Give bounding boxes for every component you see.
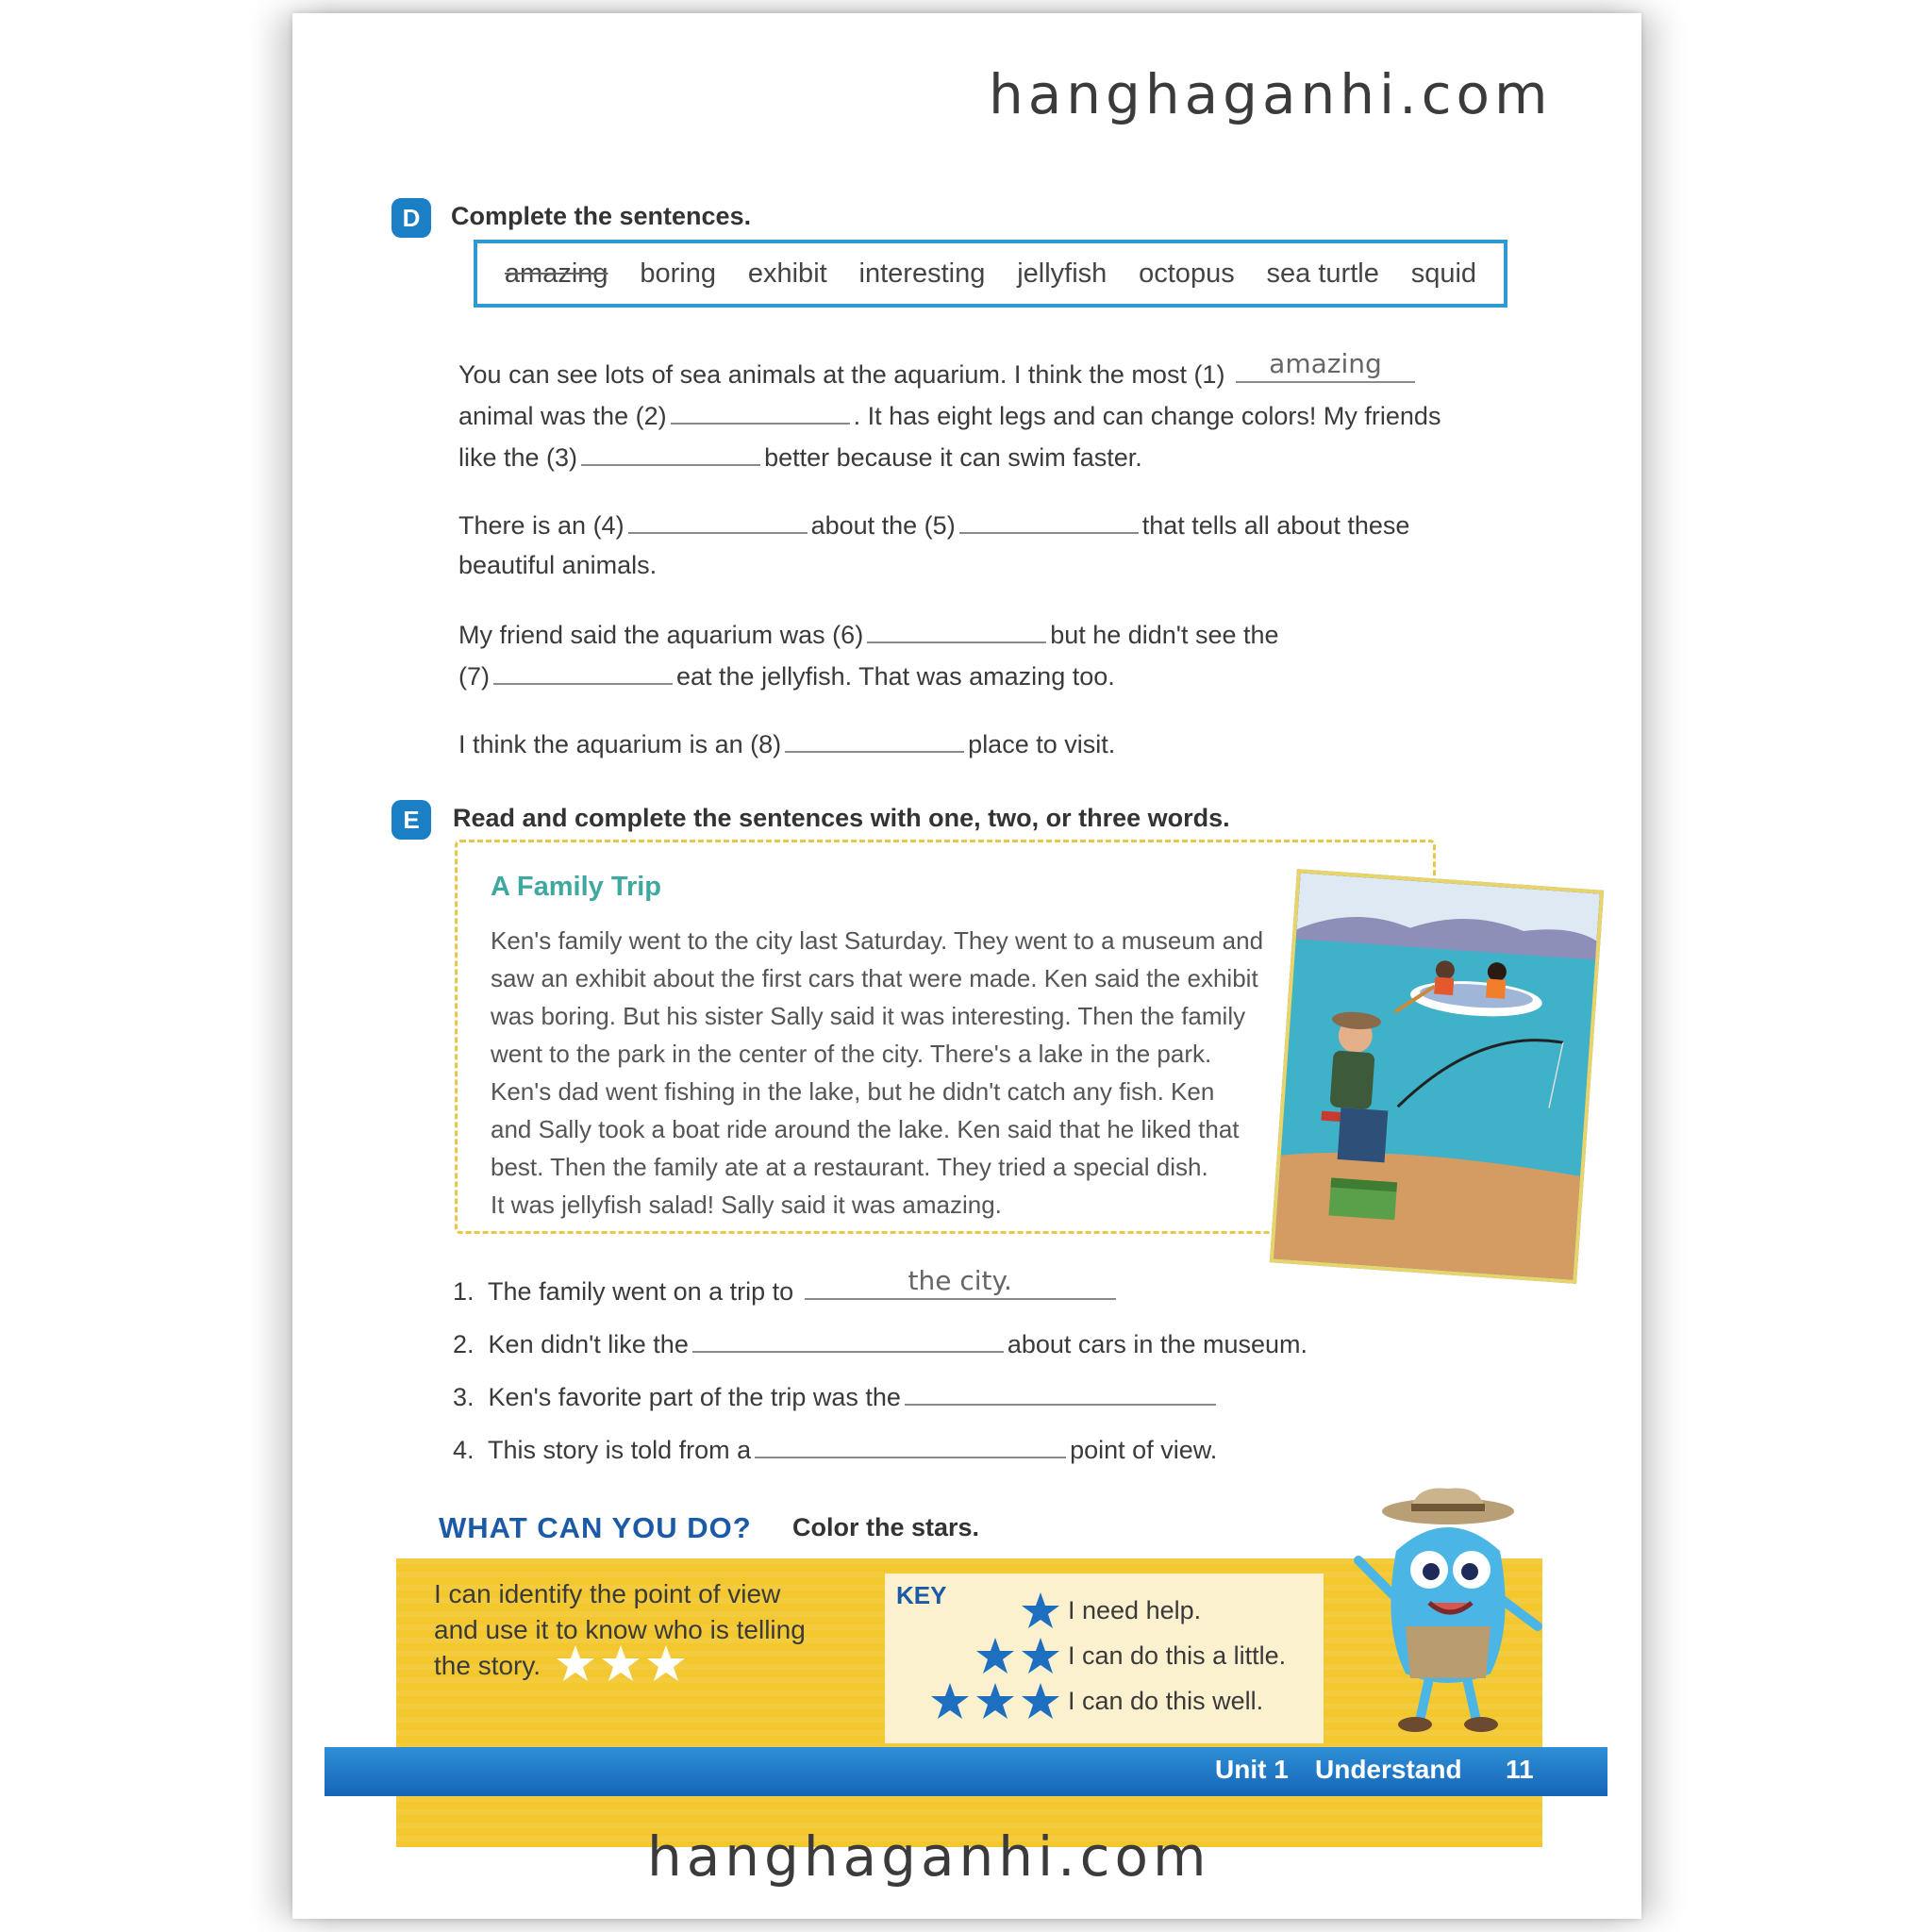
d-text: about the (5): [810, 511, 956, 540]
story-line: Ken's dad went fishing in the lake, but he didn't catch any fish. Ken: [491, 1077, 1215, 1106]
workbook-page: [292, 13, 1641, 1919]
question-3-blank[interactable]: [905, 1381, 1216, 1406]
question-number: 2.: [453, 1330, 475, 1358]
question-text: Ken's favorite part of the trip was the: [488, 1383, 901, 1411]
question-1-blank[interactable]: [805, 1265, 1116, 1300]
question-2: [453, 1328, 1307, 1359]
d-text: There is an (4): [458, 511, 625, 540]
can-statement-line: and use it to know who is telling: [434, 1615, 806, 1644]
answer-blank-8[interactable]: [785, 728, 964, 753]
story-line: was boring. But his sister Sally said it was interesting. Then the family: [491, 1002, 1246, 1030]
question-4-blank[interactable]: [755, 1434, 1066, 1458]
can-statement-line: I can identify the point of view: [434, 1579, 781, 1608]
d-text: I think the aquarium is an (8): [458, 730, 782, 758]
answer-1-handwritten: amazing: [1269, 348, 1382, 379]
answer-blank-4[interactable]: [628, 509, 808, 534]
story-line: Ken's family went to the city last Saturday. They went to a museum and: [491, 926, 1264, 955]
story-line: went to the park in the center of the city. There's a lake in the park.: [491, 1040, 1212, 1068]
d-text: better because it can swim faster.: [764, 443, 1142, 472]
d-text: eat the jellyfish. That was amazing too.: [676, 662, 1115, 691]
d-paragraph1-line3: [458, 441, 1142, 473]
word-bank-item: amazing: [504, 258, 608, 289]
story-line: It was jellyfish salad! Sally said it was amazing.: [491, 1191, 1002, 1219]
star-icon: [931, 1683, 969, 1719]
question-number: 4.: [453, 1436, 475, 1464]
lake-fishing-illustration: [1270, 869, 1604, 1284]
watermark-top: hanghaganhi.com: [989, 62, 1553, 126]
answer-blank-7[interactable]: [493, 660, 673, 685]
key-title: KEY: [896, 1581, 947, 1609]
footer-section: Understand: [1315, 1755, 1462, 1784]
color-stars-group: [555, 1643, 687, 1685]
d-text: (7): [458, 662, 490, 691]
d-text: like the (3): [458, 443, 578, 472]
d-paragraph2-line2: beautiful animals.: [458, 551, 658, 579]
d-text: . It has eight legs and can change colors! My friends: [853, 402, 1441, 430]
answer-blank-3[interactable]: [581, 441, 760, 466]
mascot-character: [1340, 1485, 1557, 1740]
word-bank-item: jellyfish: [1017, 258, 1108, 289]
footer-unit: Unit 1: [1215, 1755, 1289, 1784]
what-can-you-do-subtitle: Color the stars.: [792, 1513, 980, 1541]
key-item: I need help.: [1068, 1596, 1202, 1624]
star-icon: [1022, 1592, 1059, 1628]
d-text: My friend said the aquarium was (6): [458, 621, 864, 649]
key-item: I can do this a little.: [1068, 1641, 1287, 1670]
question-number: 1.: [453, 1277, 475, 1306]
word-bank-item: boring: [640, 258, 717, 289]
question-text: about cars in the museum.: [1007, 1330, 1308, 1358]
section-e-title: Read and complete the sentences with one, two, or three words.: [453, 804, 1230, 832]
what-can-you-do-title: WHAT CAN YOU DO?: [439, 1511, 752, 1544]
watermark-bottom: hanghaganhi.com: [647, 1824, 1211, 1889]
word-bank-item: exhibit: [747, 258, 827, 289]
word-bank-item: interesting: [858, 258, 986, 289]
question-text: point of view.: [1070, 1436, 1218, 1464]
lake-scene-image: [1274, 873, 1600, 1279]
story-title: A Family Trip: [491, 872, 662, 902]
story-line: and Sally took a boat ride around the lake. Ken said that he liked that: [491, 1115, 1240, 1143]
d-paragraph4-line1: [458, 728, 1115, 759]
section-d-badge: D: [391, 198, 431, 238]
question-2-blank[interactable]: [692, 1328, 1004, 1353]
d-text: place to visit.: [968, 730, 1116, 758]
word-bank-item: squid: [1410, 258, 1477, 289]
d-paragraph3-line2: [458, 660, 1115, 691]
question-1-handwritten: the city.: [908, 1265, 1012, 1296]
story-line: saw an exhibit about the first cars that were made. Ken said the exhibit: [491, 964, 1258, 992]
d-paragraph2-line1: [458, 509, 1409, 541]
d-text: animal was the (2): [458, 402, 667, 430]
question-text: Ken didn't like the: [488, 1330, 689, 1358]
story-line: best. Then the family ate at a restaurant. They tried a special dish.: [491, 1153, 1208, 1181]
key-stars: [923, 1591, 1064, 1732]
section-d-title: Complete the sentences.: [451, 202, 752, 230]
question-text: This story is told from a: [488, 1436, 752, 1464]
d-text: that tells all about these: [1141, 511, 1410, 540]
d-text: You can see lots of sea animals at the aquarium. I think the most (1): [458, 360, 1225, 389]
word-bank-item: sea turtle: [1266, 258, 1379, 289]
star-icon: [1022, 1638, 1059, 1674]
question-text: The family went on a trip to: [488, 1277, 794, 1306]
star-icon: [1022, 1683, 1059, 1719]
d-paragraph3-line1: [458, 619, 1279, 650]
answer-blank-5[interactable]: [959, 509, 1139, 534]
page-number: 11: [1506, 1755, 1534, 1784]
section-e-badge: E: [391, 800, 431, 840]
question-1: [453, 1265, 1120, 1307]
question-4: [453, 1434, 1217, 1465]
d-paragraph1-line2: [458, 400, 1441, 431]
star-icon: [976, 1638, 1014, 1674]
answer-blank-1[interactable]: [1236, 348, 1415, 383]
answer-blank-2[interactable]: [671, 400, 850, 425]
key-item: I can do this well.: [1068, 1687, 1264, 1715]
answer-blank-6[interactable]: [867, 619, 1046, 643]
d-paragraph1-line1: [458, 348, 1419, 390]
empty-star-icon[interactable]: [647, 1645, 685, 1681]
word-bank: [474, 240, 1507, 308]
question-3: [453, 1381, 1220, 1412]
word-bank-item: octopus: [1139, 258, 1235, 289]
d-text: but he didn't see the: [1050, 621, 1279, 649]
empty-star-icon[interactable]: [557, 1645, 594, 1681]
can-statement-line: the story.: [434, 1651, 541, 1680]
empty-star-icon[interactable]: [602, 1645, 640, 1681]
question-number: 3.: [453, 1383, 475, 1411]
star-icon: [976, 1683, 1014, 1719]
